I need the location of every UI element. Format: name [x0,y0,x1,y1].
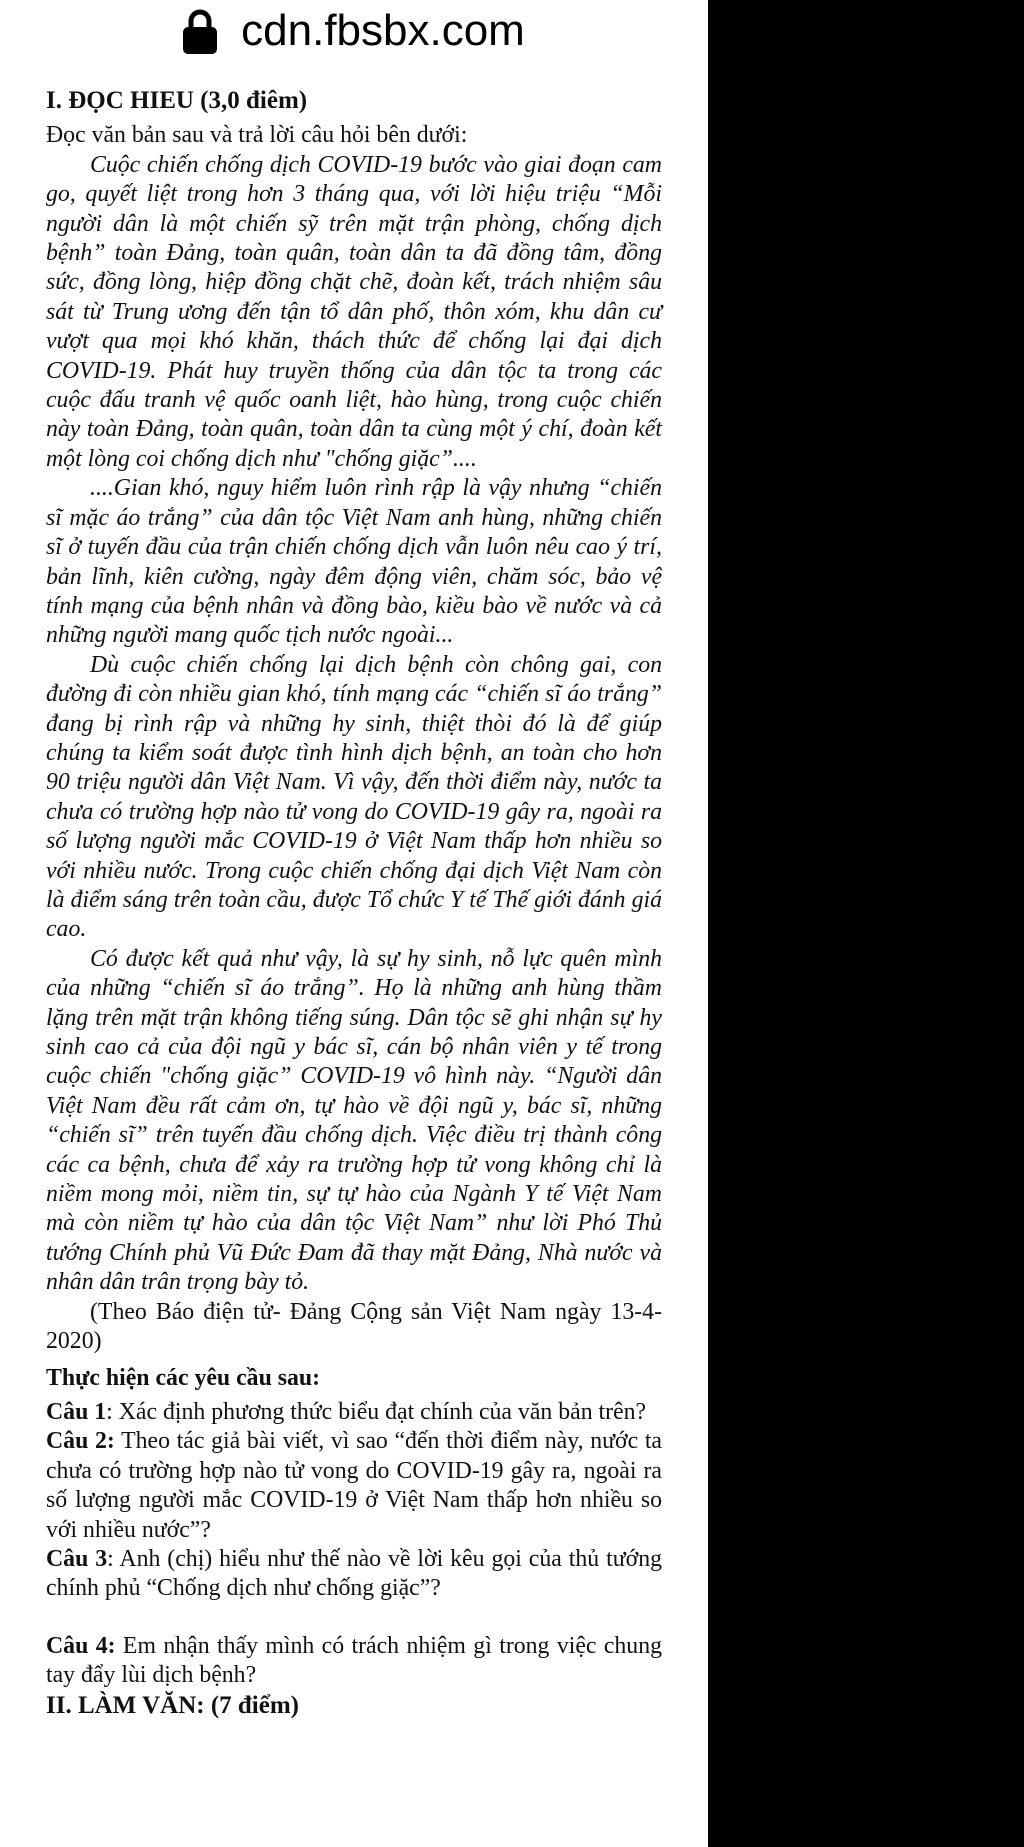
question-text: : Anh (chị) hiểu như thế nào về lời kêu gọi của thủ tướng chính phủ “Chống dịch như chống giặc”? [46,1545,662,1602]
question-label: Câu 4: [46,1632,116,1659]
question-2 [46,1427,662,1545]
question-4 [46,1632,662,1691]
passage-paragraph: Cuộc chiến chống dịch COVID-19 bước vào giai đoạn cam go, quyết liệt trong hơn 3 tháng qua, với lời hiệu triệu “Mỗi người dân là một chiến sỹ trên mặt trận phòng, chống dịch bệnh” toàn Đảng, toàn quân, toàn dân ta đã đồng tâm, đồng sức, đồng lòng, hiệp đồng chặt chẽ, đoàn kết, trách nhiệm sâu sát từ Trung ương đến tận tổ dân phố, thôn xóm, khu dân cư vượt qua mọi khó khăn, thách thức để chống lại đại dịch COVID-19. Phát huy truyền thống của dân tộc ta trong các cuộc đấu tranh vệ quốc oanh liệt, hào hùng, trong cuộc chiến này toàn Đảng, toàn quân, toàn dân ta cùng một ý chí, đoàn kết một lòng coi chống dịch như "chống giặc”.... [46,151,662,472]
passage-paragraph: Có được kết quả như vậy, là sự hy sinh, nỗ lực quên mình của những “chiến sĩ áo trắng”. Họ là những anh hùng thầm lặng trên mặt trận không tiếng súng. Dân tộc sẽ ghi nhận sự hy sinh cao cả của đội ngũ y bác sĩ, cán bộ nhân viên y tế trong cuộc chiến "chống giặc” COVID-19 vô hình này. “Người dân Việt Nam đều rất cảm ơn, tự hào về đội ngũ y, bác sĩ, những “chiến sĩ” trên tuyến đầu chống dịch. Việc điều trị thành công các ca bệnh, chưa để xảy ra trường hợp tử vong không chỉ là niềm mong mỏi, niềm tin, sự tự hào của Ngành Y tế Việt Nam mà còn niềm tự hào của dân tộc Việt Nam” như lời Phó Thủ tướng Chính phủ Vũ Đức Đam đã thay mặt Đảng, Nhà nước và nhân dân trân trọng bày tỏ. [46,945,662,1296]
question-3 [46,1545,662,1604]
passage-paragraph: Dù cuộc chiến chống lại dịch bệnh còn chông gai, con đường đi còn nhiều gian khó, tính mạng các “chiến sĩ áo trắng” đang bị rình rập và những hy sinh, thiệt thòi đó là để giúp chúng ta kiểm soát được tình hình dịch bệnh, an toàn cho hơn 90 triệu người dân Việt Nam. Vì vậy, đến thời điểm này, nước ta chưa có trường hợp nào tử vong do COVID-19 gây ra, ngoài ra số lượng người mắc COVID-19 ở Việt Nam thấp hơn nhiều so với nhiều nước. Trong cuộc chiến chống đại dịch Việt Nam còn là điểm sáng trên toàn cầu, được Tổ chức Y tế Thế giới đánh giá cao. [46,651,662,943]
address-bar[interactable] [0,0,708,62]
section1-title: I. ĐỌC HIEU (3,0 điêm) [46,87,308,114]
question-label: Câu 1 [46,1398,107,1425]
question-label: Câu 3 [46,1545,108,1572]
question-text: Theo tác giả bài viết, vì sao “đến thời điểm này, nước ta chưa có trường hợp nào tử vong do COVID-19 gây ra, ngoài ra số lượng người mắc COVID-19 ở Việt Nam thấp hơn nhiều so với nhiều nước”? [46,1428,662,1543]
lock-icon [183,8,217,54]
question-text: : Xác định phương thức biểu đạt chính của văn bản trên? [106,1398,647,1425]
instruction: Đọc văn bản sau và trả lời câu hỏi bên dưới: [46,122,468,149]
question-label: Câu 2: [46,1428,115,1455]
section2-title: II. LÀM VĂN: (7 điểm) [46,1691,299,1719]
question-text: Em nhận thấy mình có trách nhiệm gì trong việc chung tay đẩy lùi dịch bệnh? [46,1632,662,1689]
tasks-title: Thực hiện các yêu cầu sau: [46,1365,321,1392]
passage-paragraph: ....Gian khó, nguy hiểm luôn rình rập là vậy nhưng “chiến sĩ mặc áo trắng” của dân tộc Việt Nam anh hùng, những chiến sĩ ở tuyến đầu của trận chiến chống dịch vẫn luôn nêu cao ý trí, bản lĩnh, kiên cường, ngày đêm động viên, chăm sóc, bảo vệ tính mạng của bệnh nhân và đồng bào, kiều bào về nước và cả những người mang quốc tịch nước ngoài... [46,475,662,649]
exam-document [46,86,662,1720]
question-1 [46,1398,662,1427]
source-citation: (Theo Báo điện tử- Đảng Cộng sản Việt Nam ngày 13-4-2020) [46,1298,662,1355]
url-text: cdn.fbsbx.com [241,6,525,55]
